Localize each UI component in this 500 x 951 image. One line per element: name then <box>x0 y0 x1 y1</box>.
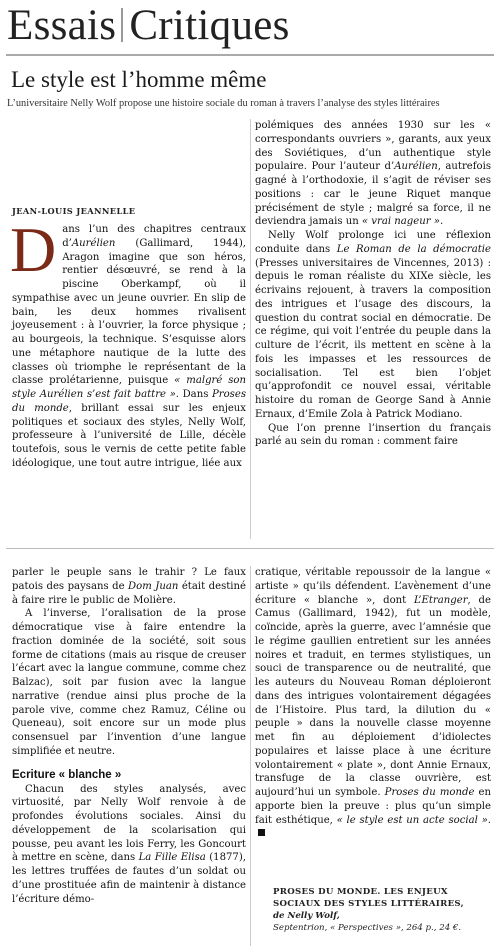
section-title-essais: Essais <box>7 2 117 49</box>
paragraph: polémiques des années 1930 sur les « correspondants ouvriers », garants, aux yeux des Soviétiques, d’un authentique style populaire. Pour l’auteur d’Aurélien, autrefois gagné à l’orthodoxie, il s’agit de réviser ses positions : car le jeune Riquet manque précisément de style ; malgré sa force, il ne deviendra jamais un « vrai nageur ». <box>255 120 491 228</box>
section-subheading: Ecriture « blanche » <box>12 768 122 781</box>
end-of-article-mark <box>258 829 265 836</box>
section-divider <box>121 8 123 42</box>
column-divider-top <box>250 119 251 539</box>
article-byline: JEAN-LOUIS JEANNELLE <box>12 206 136 216</box>
column-divider-bottom <box>250 566 251 946</box>
paragraph: Dans l’un des chapitres centraux d’Aurélien (Gallimard, 1944), Aragon imagine que son héros, rentier désœuvré, se rend à la piscine Oberkampf, où il sympathise avec un jeune ouvrier. En slip de bain, les deux hommes rivalisent joyeusement : à l’ouvrier, la force physique ; au bourgeois, la technique. S’esquisse alors une métaphore nautique de la lutte des classes où triomphe le représentant de la classe prolétarienne, puisque « malgré son style Aurélien s’est fait battre ». Dans Proses du monde, brillant essai sur les enjeux politiques et sociaux des styles, Nelly Wolf, professeure à l’université de Lille, décèle toutefois, sous le vernis de cette petite fable idéologique, une tout autre intrigue, liée aux <box>10 214 247 469</box>
section-header <box>7 3 290 49</box>
section-title-critiques: Critiques <box>129 2 290 49</box>
article-column-1 <box>10 214 247 471</box>
article-column-3 <box>12 566 246 906</box>
drop-cap: D <box>10 214 57 285</box>
article-headline: Le style est l’homme même <box>11 67 267 92</box>
paragraph: A l’inverse, l’oralisation de la prose démocratique vise à faire entendre la fraction dominée de la société, soit sous forme de citations (mais au risque de creuser l’écart avec la langue commune, comme chez Balzac), soit par fusion avec la langue narrative (rendue ainsi plus proche de la parole vive, comme chez Ramuz, Céline ou Queneau), soit encore sur un mode plus consensuel par l’invention d’une langue simplifiée et neutre. <box>12 608 246 757</box>
paragraph: Chacun des styles analysés, avec virtuosité, par Nelly Wolf renvoie à de profondes évolutions sociales. Ainsi du développement de la scolarisation qui pousse, peu avant les lois Ferry, les Goncourt à mettre en scène, dans La Fille Elisa (1877), les lettres truffées de fautes d’un soldat ou d’une prostituée afin de maintenir à distance l’écriture démo- <box>12 783 247 905</box>
book-publisher: Septentrion, « Perspectives », 264 p., 24 €. <box>273 923 462 933</box>
paragraph: Que l’on prenne l’insertion du français parlé au sein du roman : comment faire <box>255 422 491 448</box>
book-title: PROSES DU MONDE. LES ENJEUX SOCIAUX DES STYLES LITTÉRAIRES, <box>273 887 464 909</box>
article-column-4 <box>255 566 491 841</box>
book-author: de Nelly Wolf, <box>273 911 340 921</box>
paragraph: cratique, véritable repoussoir de la langue « artiste » qu’ils défendent. L’avènement d’une écriture « blanche », dont L’Etranger, de Camus (Gallimard, 1942), fut un modèle, coïncide, après la guerre, avec l’amnésie que le régime gaullien entretient sur les années noires et traduit, en termes stylistiques, un souci de transparence ou de neutralité, que les auteurs du Nouveau Roman déploieront dans des intrigues volontairement dégagées de l’Histoire. Plus tard, la dilution du « peuple » dans la nouvelle classe moyenne met fin au déploiement d’idiolectes populaires et laisse place à une écriture volontairement « plate », dont Annie Ernaux, transfuge de la classe ouvrière, est aujourd’hui un symbole. Proses du monde en apporte bien la preuve : plus qu’un simple fait esthétique, « le style est un acte social ». <box>255 566 491 841</box>
paragraph: parler le peuple sans le trahir ? Le faux patois des paysans de Dom Juan était destiné à faire rire le public de Molière. <box>12 567 247 606</box>
paragraph: Nelly Wolf prolonge ici une réflexion conduite dans Le Roman de la démocratie (Presses universitaires de Vincennes, 2013) : depuis le roman réaliste du XIXe siècle, les écrivains rejouent, à travers la composition des intrigues et l’usage des discours, la question du contrat social en démocratie. De ce régime, qui voit l’entrée du peuple dans la culture de l’écrit, ils mettent en scène à la fois les impasses et les ressources de socialisation. Tel est bien l’objet qu’approfondit ce nouvel essai, véritable histoire du roman de George Sand à Annie Ernaux, d’Emile Zola à Patrick Modiano. <box>255 230 492 420</box>
block-divider <box>6 548 494 549</box>
book-reference <box>273 886 493 934</box>
article-standfirst: L’universitaire Nelly Wolf propose une histoire sociale du roman à travers l’analyse des styles littéraires <box>7 98 440 109</box>
article-column-2 <box>255 119 491 449</box>
header-rule <box>6 54 494 56</box>
